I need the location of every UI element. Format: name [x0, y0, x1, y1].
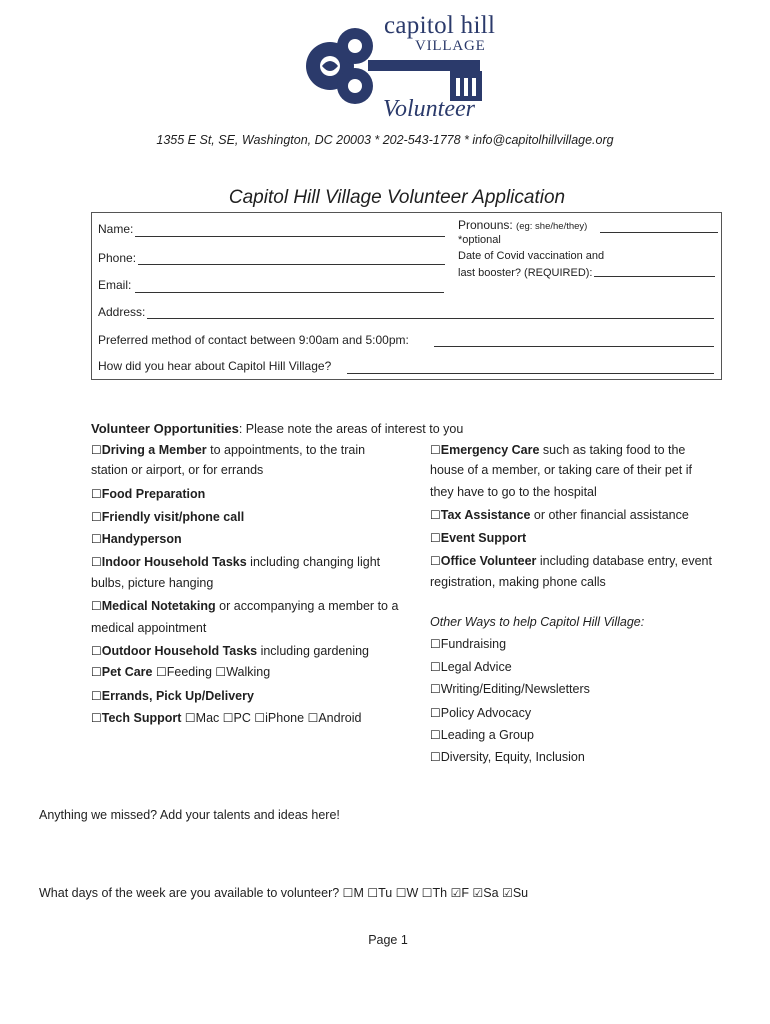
- checkbox-icon[interactable]: ☐: [91, 599, 102, 613]
- checkbox-icon[interactable]: ☐: [91, 443, 102, 457]
- checkbox-icon[interactable]: ☐: [155, 665, 167, 679]
- day-option-tu[interactable]: [364, 886, 392, 900]
- checkbox-icon[interactable]: ☐: [91, 665, 102, 679]
- contact-method-label: Preferred method of contact between 9:00am and 5:00pm:: [98, 333, 409, 347]
- pronouns-example: (eg: she/he/they): [516, 221, 588, 232]
- checkbox-icon[interactable]: ☐: [91, 644, 102, 658]
- day-label: Su: [512, 886, 529, 900]
- day-option-f[interactable]: [447, 886, 469, 900]
- checkbox-icon[interactable]: ☐: [430, 682, 441, 696]
- day-label: F: [461, 886, 470, 900]
- checkbox-icon[interactable]: ☐: [91, 532, 102, 546]
- opt-tech-support[interactable]: ☐Tech Support ☐Mac ☐PC ☐iPhone ☐Android: [91, 711, 362, 725]
- opt-friendly-visit[interactable]: ☐Friendly visit/phone call: [91, 510, 245, 524]
- checkbox-icon[interactable]: ☐: [254, 711, 266, 725]
- checkbox-icon[interactable]: ☐: [342, 886, 354, 900]
- checkbox-icon[interactable]: ☐: [91, 487, 102, 501]
- checkbox-icon[interactable]: ☐: [215, 665, 227, 679]
- name-field[interactable]: [135, 236, 445, 237]
- checkbox-icon[interactable]: ☐: [367, 886, 379, 900]
- opt-office-line2: registration, making phone calls: [430, 575, 606, 589]
- opt-errands[interactable]: ☐Errands, Pick Up/Delivery: [91, 689, 254, 703]
- checkbox-icon[interactable]: ☐: [91, 510, 102, 524]
- opt-writing-editing[interactable]: ☐Writing/Editing/Newsletters: [430, 682, 590, 696]
- opt-policy-advocacy[interactable]: ☐Policy Advocacy: [430, 706, 532, 720]
- logo-text-capitol-hill: capitol hill: [384, 12, 496, 39]
- opt-emergency-line2: house of a member, or taking care of their pet if: [430, 463, 692, 477]
- checkbox-icon[interactable]: ☐: [430, 728, 441, 742]
- day-option-su[interactable]: [499, 886, 529, 900]
- pronouns-optional-note: *optional: [458, 234, 501, 246]
- checkbox-icon[interactable]: ☐: [430, 443, 441, 457]
- checkbox-icon[interactable]: ☐: [395, 886, 407, 900]
- checked-box-icon[interactable]: ☑: [450, 886, 462, 900]
- phone-field[interactable]: [138, 264, 445, 265]
- day-label: M: [353, 886, 364, 900]
- opt-legal-advice[interactable]: ☐Legal Advice: [430, 660, 512, 674]
- contact-info-box: [91, 212, 722, 380]
- opt-fundraising[interactable]: ☐Fundraising: [430, 637, 507, 651]
- opt-office-volunteer[interactable]: ☐Office Volunteer including database entry, event: [430, 554, 712, 568]
- opt-event-support[interactable]: ☐Event Support: [430, 531, 527, 545]
- email-field[interactable]: [135, 292, 444, 293]
- checkbox-icon[interactable]: ☐: [421, 886, 433, 900]
- email-label: Email:: [98, 278, 132, 292]
- checkbox-icon[interactable]: ☐: [91, 689, 102, 703]
- checkbox-icon[interactable]: ☐: [307, 711, 319, 725]
- logo-text-volunteer: Volunteer: [383, 96, 475, 122]
- checkbox-icon[interactable]: ☐: [430, 637, 441, 651]
- day-label: Sa: [483, 886, 499, 900]
- opt-medical-notetaking[interactable]: ☐Medical Notetaking or accompanying a member to a: [91, 599, 399, 613]
- checkbox-icon[interactable]: ☐: [430, 750, 441, 764]
- covid-date-field[interactable]: [594, 276, 715, 277]
- day-label: W: [406, 886, 419, 900]
- checkbox-icon[interactable]: ☐: [91, 555, 102, 569]
- opt-indoor-line2: bulbs, picture hanging: [91, 576, 214, 590]
- name-label: Name:: [98, 222, 134, 236]
- opt-outdoor-tasks[interactable]: ☐Outdoor Household Tasks including gardening: [91, 644, 369, 658]
- hear-about-field[interactable]: [347, 373, 714, 374]
- opportunities-heading: Volunteer Opportunities: Please note the areas of interest to you: [91, 421, 464, 436]
- opt-indoor-tasks[interactable]: ☐Indoor Household Tasks including changing light: [91, 555, 381, 569]
- address-label: Address:: [98, 305, 146, 319]
- opt-driving-line2: station or airport, or for errands: [91, 463, 264, 477]
- checkbox-icon[interactable]: ☐: [91, 711, 102, 725]
- contact-method-field[interactable]: [434, 346, 714, 347]
- checkbox-icon[interactable]: ☐: [430, 706, 441, 720]
- checkbox-icon[interactable]: ☐: [430, 554, 441, 568]
- opt-tax-assistance[interactable]: ☐Tax Assistance or other financial assistance: [430, 508, 689, 522]
- opt-driving[interactable]: ☐Driving a Member to appointments, to the train: [91, 443, 366, 457]
- opt-emergency-line3: they have to go to the hospital: [430, 485, 597, 499]
- covid-label-line1: Date of Covid vaccination and: [458, 250, 605, 262]
- checkbox-icon[interactable]: ☐: [430, 660, 441, 674]
- day-option-w[interactable]: [392, 886, 418, 900]
- opt-diversity[interactable]: ☐Diversity, Equity, Inclusion: [430, 750, 585, 764]
- opt-emergency-care[interactable]: ☐Emergency Care such as taking food to the: [430, 443, 686, 457]
- other-ways-heading: Other Ways to help Capitol Hill Village:: [430, 615, 645, 629]
- talents-prompt: Anything we missed? Add your talents and ideas here!: [39, 808, 340, 822]
- checkbox-icon[interactable]: ☐: [222, 711, 234, 725]
- pronouns-field[interactable]: [600, 232, 718, 233]
- checkbox-icon[interactable]: ☐: [430, 531, 441, 545]
- covid-label-line2: last booster? (REQUIRED):: [458, 267, 593, 279]
- checked-box-icon[interactable]: ☑: [502, 886, 513, 900]
- checked-box-icon[interactable]: ☑: [472, 886, 484, 900]
- org-contact-line: 1355 E St, SE, Washington, DC 20003 * 202-543-1778 * info@capitolhillvillage.org: [156, 133, 614, 147]
- day-option-sa[interactable]: [469, 886, 499, 900]
- address-field[interactable]: [147, 318, 714, 319]
- days-list: [343, 886, 528, 900]
- checkbox-icon[interactable]: ☐: [430, 508, 441, 522]
- days-question: What days of the week are you available to volunteer?: [39, 886, 340, 900]
- hear-about-label: How did you hear about Capitol Hill Village?: [98, 359, 332, 373]
- opt-pet-care[interactable]: ☐Pet Care ☐Feeding ☐Walking: [91, 665, 271, 679]
- pronouns-label: Pronouns: (eg: she/he/they): [458, 218, 588, 232]
- page-number: Page 1: [368, 933, 408, 947]
- day-label: Th: [432, 886, 448, 900]
- opt-handyperson[interactable]: ☐Handyperson: [91, 532, 182, 546]
- phone-label: Phone:: [98, 251, 137, 265]
- logo-text-village: VILLAGE: [415, 38, 486, 54]
- day-label: Tu: [378, 886, 393, 900]
- checkbox-icon[interactable]: ☐: [184, 711, 196, 725]
- opt-medical-line2: medical appointment: [91, 621, 207, 635]
- opt-food-prep[interactable]: ☐Food Preparation: [91, 487, 206, 501]
- day-option-m[interactable]: [343, 886, 364, 900]
- days-available-row: [39, 886, 528, 900]
- form-title: Capitol Hill Village Volunteer Application: [228, 187, 566, 208]
- opt-leading-group[interactable]: ☐Leading a Group: [430, 728, 534, 742]
- day-option-th[interactable]: [418, 886, 447, 900]
